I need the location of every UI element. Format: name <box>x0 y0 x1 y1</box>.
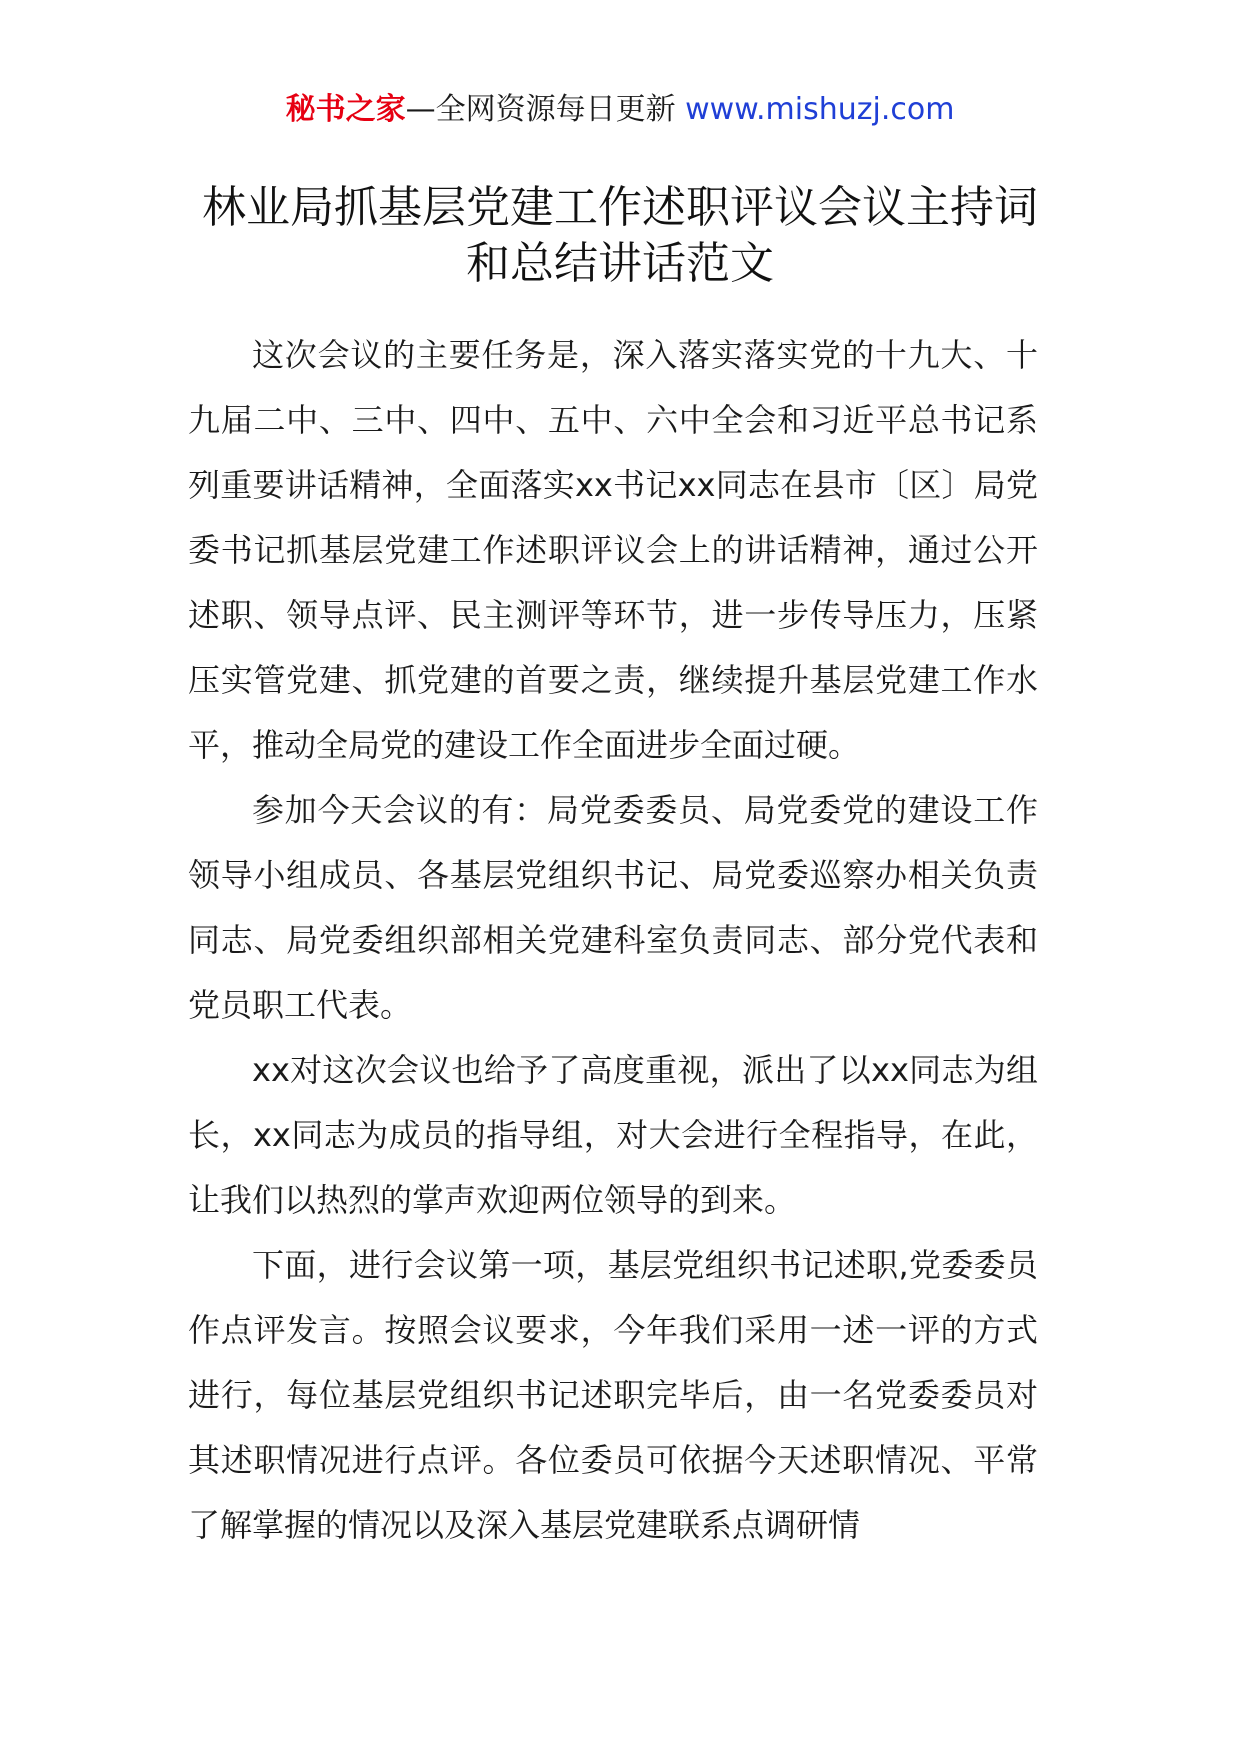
paragraph-4: 下面，进行会议第一项，基层党组织书记述职,党委委员作点评发言。按照会议要求，今年我们采用一述一评的方式进行，每位基层党组织书记述职完毕后，由一名党委委员对其述职情况进行点评。各位委员可依据今天述职情况、平常了解掌握的情况以及深入基层党建联系点调研情 <box>188 1246 1038 1544</box>
header-slogan: —全网资源每日更新 <box>405 92 676 127</box>
brand-name: 秘书之家 <box>285 92 406 127</box>
document-body <box>188 323 1038 1558</box>
paragraph-1: 这次会议的主要任务是，深入落实落实党的十九大、十九届二中、三中、四中、五中、六中全会和习近平总书记系列重要讲话精神，全面落实xx书记xx同志在县市〔区〕局党委书记抓基层党建工作述职评议会上的讲话精神，通过公开述职、领导点评、民主测评等环节，进一步传导压力，压紧压实管党建、抓党建的首要之责，继续提升基层党建工作水平，推动全局党的建设工作全面进步全面过硬。 <box>188 336 1038 764</box>
site-url-link[interactable]: www.mishuzj.com <box>685 92 955 127</box>
site-header <box>0 88 1240 132</box>
paragraph-2: 参加今天会议的有：局党委委员、局党委党的建设工作领导小组成员、各基层党组织书记、局党委巡察办相关负责同志、局党委组织部相关党建科室负责同志、部分党代表和党员职工代表。 <box>188 791 1038 1024</box>
document-title: 林业局抓基层党建工作述职评议会议主持词和总结讲话范文 <box>202 182 1038 289</box>
paragraph-3: xx对这次会议也给予了高度重视，派出了以xx同志为组长，xx同志为成员的指导组，对大会进行全程指导，在此，让我们以热烈的掌声欢迎两位领导的到来。 <box>188 1051 1038 1219</box>
